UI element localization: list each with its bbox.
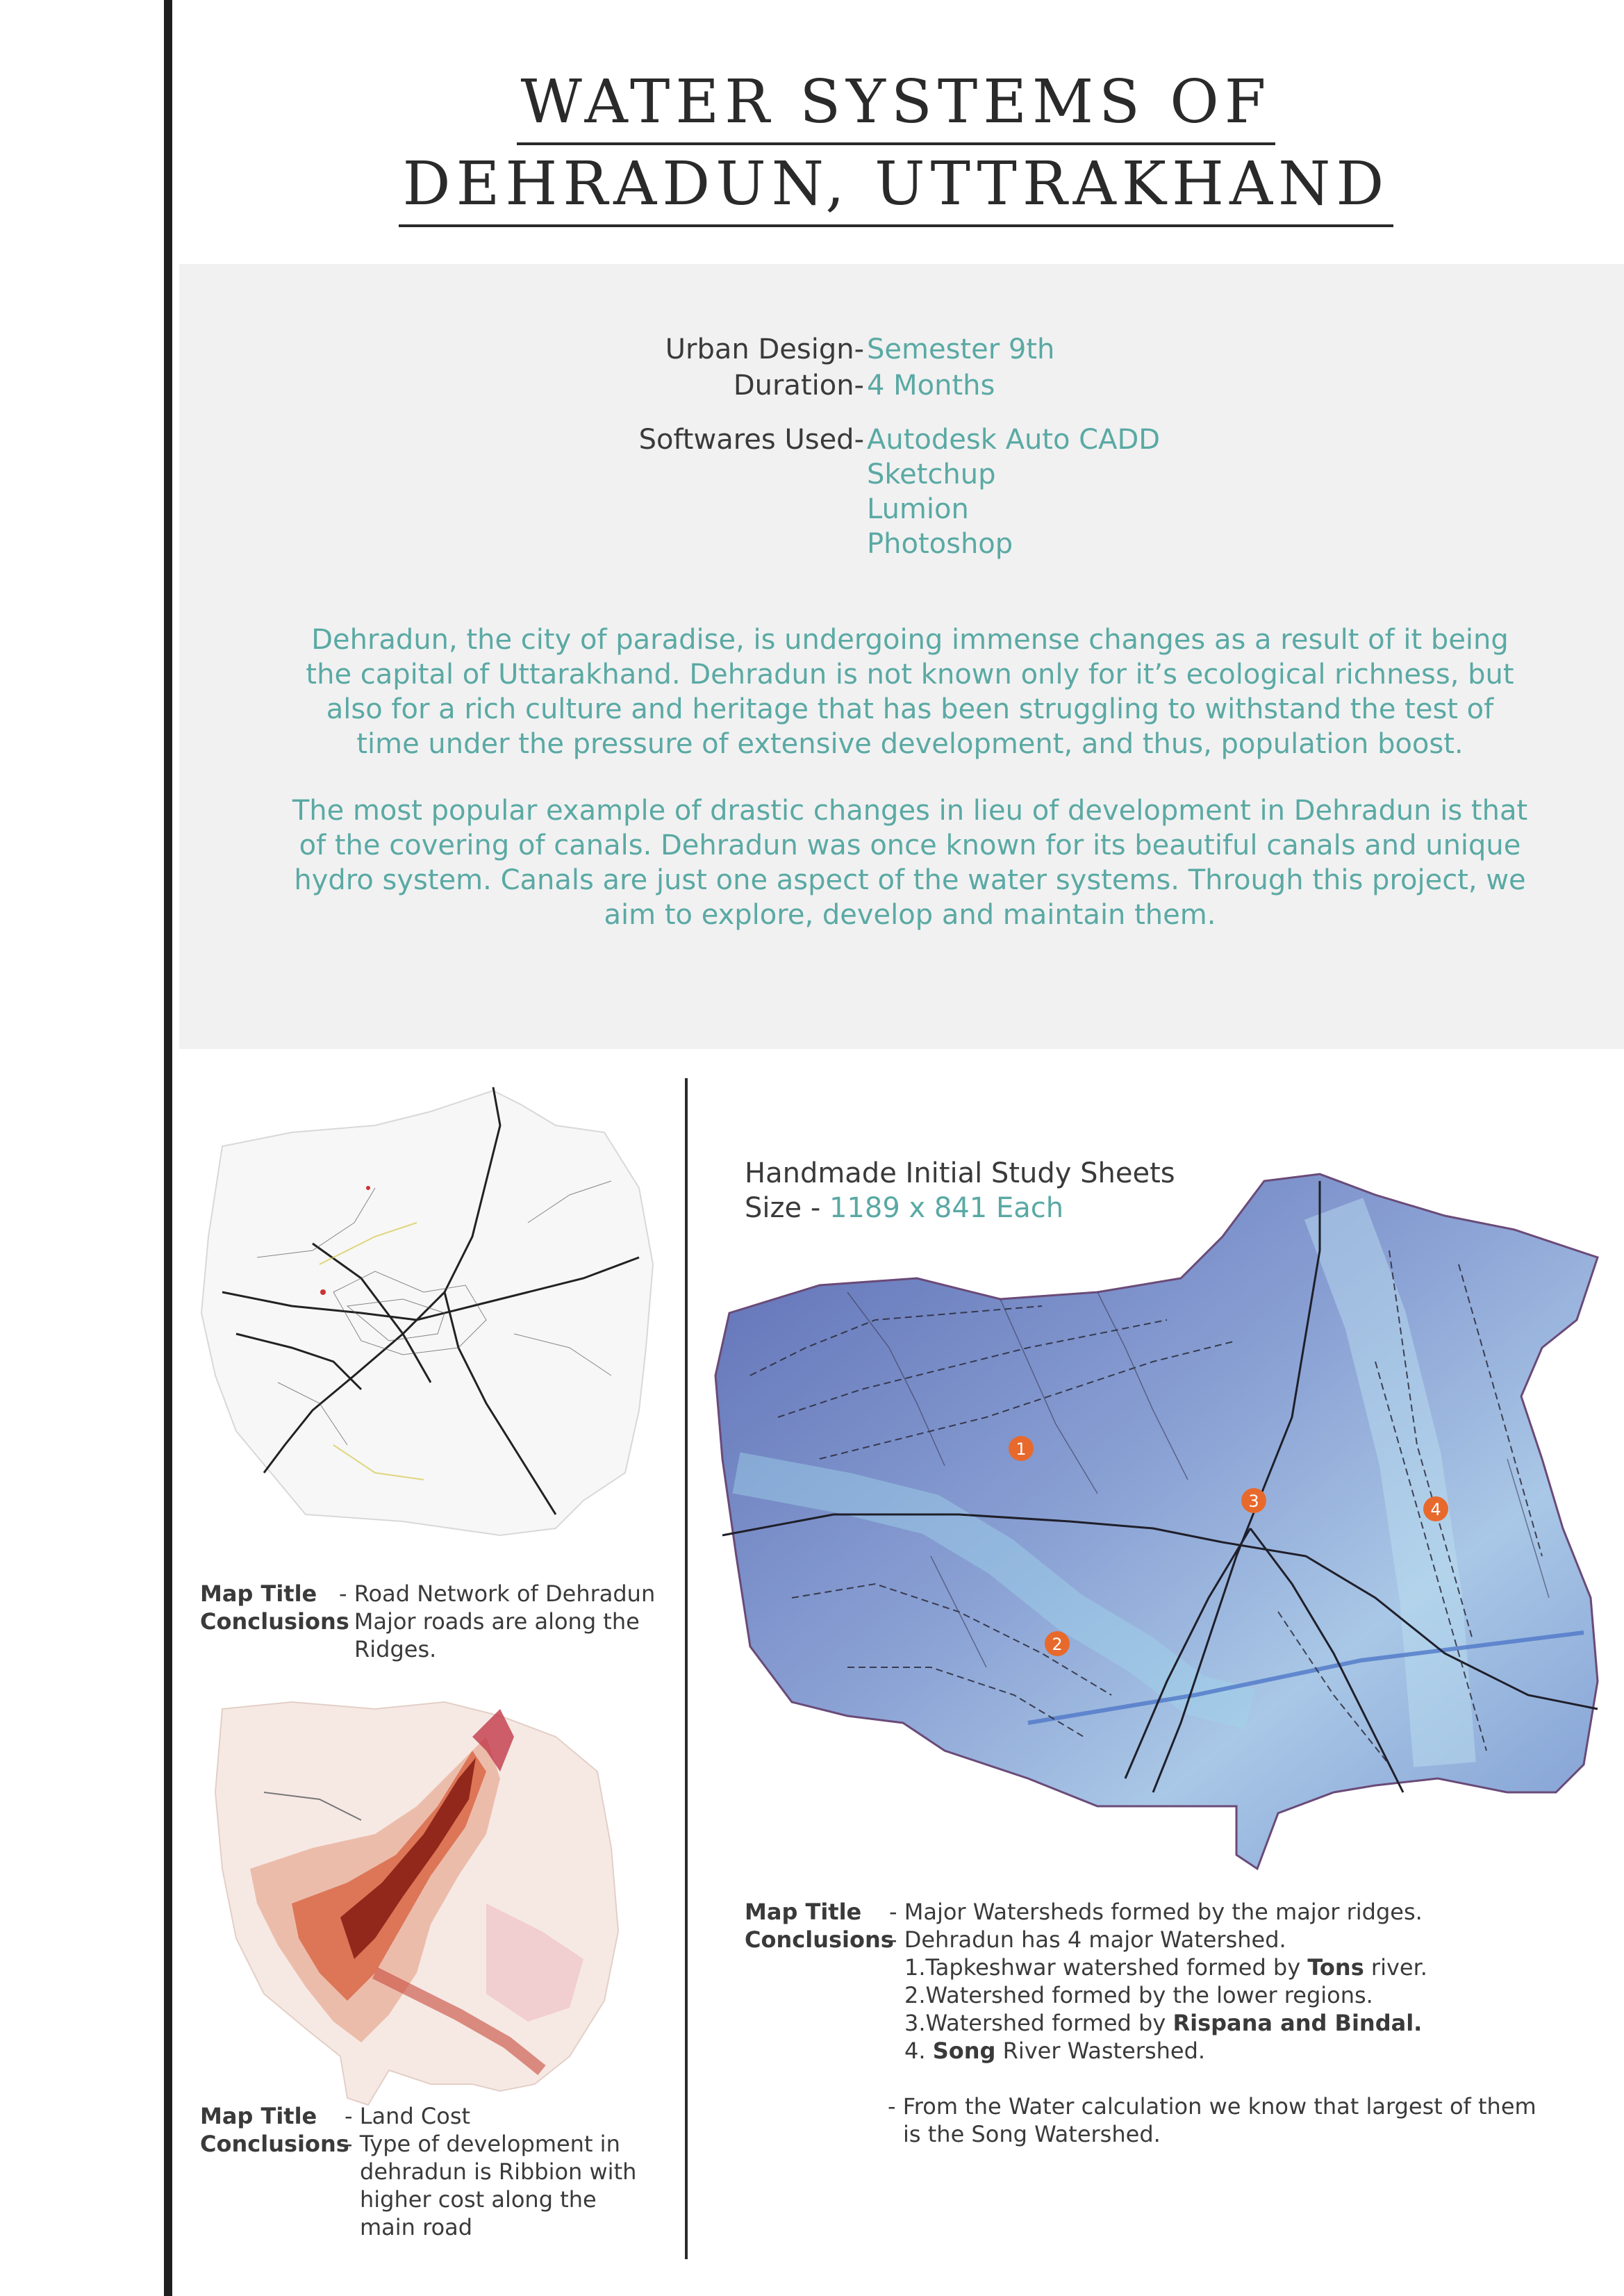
marker-label-2: 2 [1052, 1635, 1063, 1654]
item-text: 4. [904, 2038, 933, 2064]
conclusions-label: Conclusions [200, 1608, 349, 1635]
watershed-map [709, 1167, 1611, 1890]
item-text: river. [1364, 1954, 1427, 1981]
watershed-item-1 [745, 1954, 1578, 1981]
conclusions-value-cont: Ridges. [354, 1636, 437, 1662]
size-label: Size - [745, 1192, 821, 1224]
column-divider [685, 1078, 688, 2259]
item-text: 1.Tapkeshwar watershed formed by [904, 1954, 1308, 1981]
page-title-line2: DEHRADUN, UTTRAKHAND [389, 154, 1403, 214]
conclusions-value-cont: main road [360, 2214, 473, 2240]
softwares-label: Softwares Used- [638, 424, 864, 456]
land-map-caption [200, 2102, 672, 2241]
conclusions-value: - Type of development in [345, 2131, 620, 2157]
size-value: 1189 x 841 Each [829, 1192, 1064, 1224]
watershed-item-4 [745, 2037, 1578, 2065]
software-item: Sketchup [867, 459, 996, 490]
map-title-value: - Land Cost [345, 2103, 471, 2129]
conclusions-value: - Dehradun has 4 major Watershed. [889, 1926, 1286, 1953]
software-item: Autodesk Auto CADD [867, 424, 1161, 456]
map-title-label: Map Title [745, 1899, 862, 1925]
conclusions-value-cont: dehradun is Ribbion with [360, 2158, 637, 2185]
marker-label-1: 1 [1016, 1439, 1027, 1459]
software-list [867, 422, 1160, 561]
duration-value: 4 Months [867, 370, 995, 402]
watershed-item-3 [745, 2009, 1578, 2037]
software-item: Photoshop [867, 528, 1013, 560]
duration-value-row [867, 368, 995, 403]
watershed-item-2 [745, 1981, 1578, 2009]
item-bold: Rispana and Bindal. [1173, 2010, 1423, 2036]
item-text: River Wastershed. [995, 2038, 1206, 2064]
page-title-line1: WATER SYSTEMS OF [389, 72, 1403, 132]
urban-design-value-row [867, 332, 1054, 367]
road-map-caption [200, 1580, 672, 1663]
item-bold: Song [932, 2038, 996, 2064]
item-bold: Tons [1307, 1954, 1364, 1981]
conclusions-label: Conclusions [200, 2131, 349, 2157]
conclusions-value-cont: higher cost along the [360, 2186, 597, 2213]
duration-label-row [0, 368, 864, 403]
urban-design-label: Urban Design- [665, 333, 864, 365]
marker-label-4: 4 [1430, 1500, 1441, 1519]
study-sheet-title: Handmade Initial Study Sheets [745, 1157, 1175, 1189]
item-text: 3.Watershed formed by [904, 2010, 1173, 2036]
urban-design-value: Semester 9th [867, 333, 1055, 365]
marker-label-3: 3 [1248, 1492, 1259, 1511]
software-item: Lumion [867, 493, 969, 525]
urban-design-label-row [0, 332, 864, 367]
watershed-map-caption [745, 1898, 1578, 2148]
conclusions-label: Conclusions [745, 1926, 894, 1953]
map-title-value: - Major Watersheds formed by the major ridges. [889, 1899, 1423, 1925]
conclusions-value: - Major roads are along the [339, 1608, 640, 1635]
map-title-label: Map Title [200, 2103, 317, 2129]
softwares-label-row [0, 422, 864, 457]
water-note: - From the Water calculation we know that largest of them [888, 2093, 1536, 2120]
road-network-map [194, 1084, 667, 1542]
duration-label: Duration- [733, 370, 864, 402]
water-note-cont: is the Song Watershed. [903, 2121, 1161, 2147]
land-cost-map [208, 1695, 639, 2112]
item-text: 2.Watershed formed by the lower regions. [904, 1982, 1373, 2008]
map-title-label: Map Title [200, 1580, 317, 1607]
intro-paragraph-2: The most popular example of drastic changes in lieu of development in Dehradun is that of the covering of canals. Dehradun was once known for its beautiful canals and unique hydro system. Canals are just one aspect of the water systems. Through this project, we aim to explore, develop and maintain them. [292, 795, 1528, 931]
map-title-value: - Road Network of Dehradun [339, 1580, 656, 1607]
intro-paragraph-1: Dehradun, the city of paradise, is undergoing immense changes as a result of it being the capital of Uttarakhand. Dehradun is not known only for it’s ecological richness, but also for a rich culture and heritage that has been struggling to withstand the test of time under the pressure of extensive development, and thus, population boost. [306, 624, 1514, 760]
